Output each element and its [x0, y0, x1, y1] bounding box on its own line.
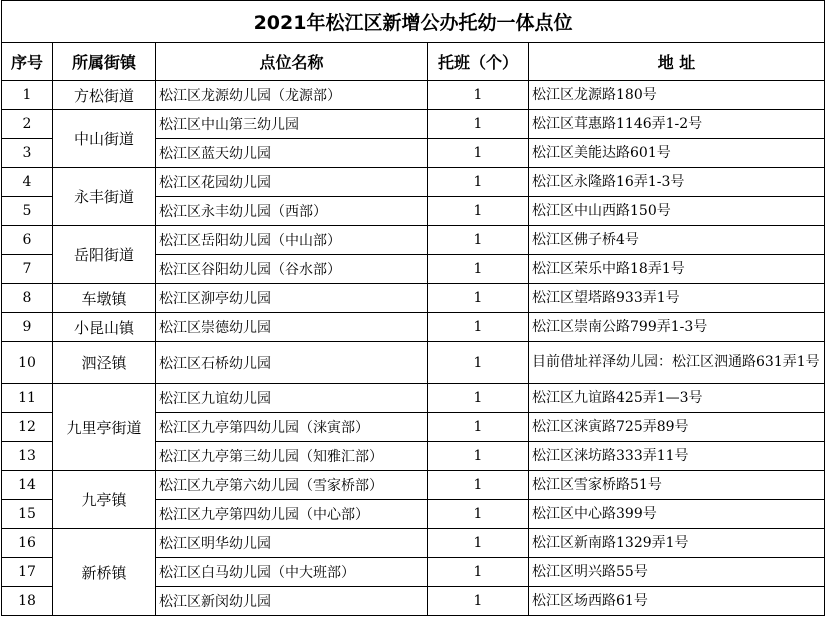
- table-row: [2, 342, 825, 384]
- row-town: 方松街道: [53, 81, 156, 110]
- row-no: 10: [2, 342, 53, 384]
- header-name: 点位名称: [156, 43, 428, 81]
- row-count: 1: [428, 558, 529, 587]
- row-count: 1: [428, 168, 529, 197]
- table-row: [2, 529, 825, 558]
- row-town: 泗泾镇: [53, 342, 156, 384]
- row-no: 16: [2, 529, 53, 558]
- row-address: 松江区望塔路933弄1号: [529, 284, 825, 313]
- row-name: 松江区崇德幼儿园: [156, 313, 428, 342]
- header-row: [2, 43, 825, 81]
- row-address: 松江区美能达路601号: [529, 139, 825, 168]
- row-no: 9: [2, 313, 53, 342]
- row-address: 松江区崇南公路799弄1-3号: [529, 313, 825, 342]
- row-town: 小昆山镇: [53, 313, 156, 342]
- row-town: 永丰街道: [53, 168, 156, 226]
- row-name: 松江区九谊幼儿园: [156, 384, 428, 413]
- row-name: 松江区蓝天幼儿园: [156, 139, 428, 168]
- table-row: [2, 471, 825, 500]
- header-town: 所属街镇: [53, 43, 156, 81]
- row-name: 松江区九亭第三幼儿园（知雅汇部）: [156, 442, 428, 471]
- row-name: 松江区石桥幼儿园: [156, 342, 428, 384]
- row-no: 8: [2, 284, 53, 313]
- row-no: 1: [2, 81, 53, 110]
- row-name: 松江区花园幼儿园: [156, 168, 428, 197]
- row-town: 岳阳街道: [53, 226, 156, 284]
- row-no: 3: [2, 139, 53, 168]
- row-address: 松江区龙源路180号: [529, 81, 825, 110]
- row-no: 13: [2, 442, 53, 471]
- row-no: 5: [2, 197, 53, 226]
- row-town: 九亭镇: [53, 471, 156, 529]
- row-no: 12: [2, 413, 53, 442]
- row-town: 车墩镇: [53, 284, 156, 313]
- table-row: [2, 168, 825, 197]
- header-no: 序号: [2, 43, 53, 81]
- kindergarten-table: [1, 0, 825, 616]
- row-no: 15: [2, 500, 53, 529]
- row-address: 松江区中心路399号: [529, 500, 825, 529]
- title-row: [2, 1, 825, 43]
- row-no: 7: [2, 255, 53, 284]
- row-name: 松江区白马幼儿园（中大班部）: [156, 558, 428, 587]
- row-address: 松江区雪家桥路51号: [529, 471, 825, 500]
- row-no: 6: [2, 226, 53, 255]
- row-address: 松江区佛子桥4号: [529, 226, 825, 255]
- row-count: 1: [428, 342, 529, 384]
- row-count: 1: [428, 110, 529, 139]
- row-address: 松江区永隆路16弄1-3号: [529, 168, 825, 197]
- row-name: 松江区九亭第六幼儿园（雪家桥部）: [156, 471, 428, 500]
- table-row: [2, 226, 825, 255]
- row-no: 2: [2, 110, 53, 139]
- table-row: [2, 284, 825, 313]
- row-name: 松江区谷阳幼儿园（谷水部）: [156, 255, 428, 284]
- row-address: 松江区明兴路55号: [529, 558, 825, 587]
- row-count: 1: [428, 500, 529, 529]
- row-count: 1: [428, 471, 529, 500]
- row-no: 4: [2, 168, 53, 197]
- row-address: 松江区涞坊路333弄11号: [529, 442, 825, 471]
- row-address: 松江区茸惠路1146弄1-2号: [529, 110, 825, 139]
- row-no: 14: [2, 471, 53, 500]
- row-count: 1: [428, 313, 529, 342]
- row-address: 目前借址祥泽幼儿园：松江区泗通路631弄1号: [529, 342, 825, 384]
- row-count: 1: [428, 284, 529, 313]
- row-count: 1: [428, 413, 529, 442]
- row-no: 18: [2, 587, 53, 616]
- row-name: 松江区永丰幼儿园（西部）: [156, 197, 428, 226]
- row-name: 松江区九亭第四幼儿园（中心部）: [156, 500, 428, 529]
- header-address: 地 址: [529, 43, 825, 81]
- row-count: 1: [428, 384, 529, 413]
- header-count: 托班（个）: [428, 43, 529, 81]
- table-row: [2, 110, 825, 139]
- row-no: 11: [2, 384, 53, 413]
- row-count: 1: [428, 197, 529, 226]
- row-count: 1: [428, 81, 529, 110]
- row-address: 松江区中山西路150号: [529, 197, 825, 226]
- table-row: [2, 313, 825, 342]
- row-name: 松江区泖亭幼儿园: [156, 284, 428, 313]
- row-count: 1: [428, 442, 529, 471]
- row-name: 松江区岳阳幼儿园（中山部）: [156, 226, 428, 255]
- row-town: 中山街道: [53, 110, 156, 168]
- row-address: 松江区场西路61号: [529, 587, 825, 616]
- table-title: 2021年松江区新增公办托幼一体点位: [2, 1, 825, 43]
- row-name: 松江区中山第三幼儿园: [156, 110, 428, 139]
- table-row: [2, 81, 825, 110]
- row-no: 17: [2, 558, 53, 587]
- row-name: 松江区新闵幼儿园: [156, 587, 428, 616]
- row-count: 1: [428, 139, 529, 168]
- row-address: 松江区九谊路425弄1—3号: [529, 384, 825, 413]
- row-count: 1: [428, 226, 529, 255]
- row-town: 九里亭街道: [53, 384, 156, 471]
- row-count: 1: [428, 255, 529, 284]
- row-town: 新桥镇: [53, 529, 156, 616]
- table-row: [2, 384, 825, 413]
- row-name: 松江区九亭第四幼儿园（涞寅部）: [156, 413, 428, 442]
- row-count: 1: [428, 587, 529, 616]
- row-address: 松江区新南路1329弄1号: [529, 529, 825, 558]
- row-name: 松江区明华幼儿园: [156, 529, 428, 558]
- row-address: 松江区涞寅路725弄89号: [529, 413, 825, 442]
- row-name: 松江区龙源幼儿园（龙源部）: [156, 81, 428, 110]
- row-count: 1: [428, 529, 529, 558]
- row-address: 松江区荣乐中路18弄1号: [529, 255, 825, 284]
